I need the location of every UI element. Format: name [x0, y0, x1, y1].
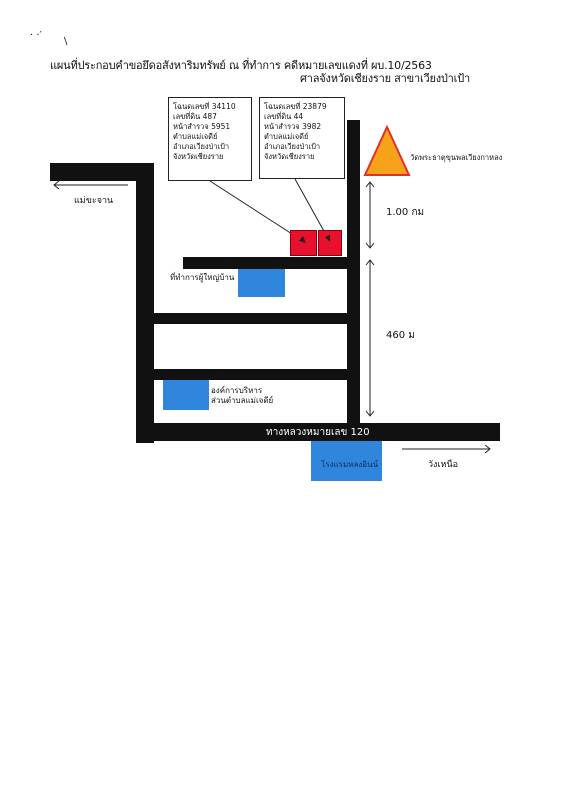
distance-upper-label: 1.00 กม	[386, 207, 425, 218]
scan-mark: \	[64, 36, 68, 47]
deed-box-line: เลขที่ดิน 44	[264, 112, 304, 121]
deed-box-line: อำเภอเวียงป่าเป้า	[264, 142, 321, 151]
scan-mark: · ·′	[30, 30, 42, 41]
deed-box-line: อำเภอเวียงป่าเป้า	[173, 142, 230, 151]
deed-box-line: หน้าสำรวจ 3982	[264, 122, 322, 131]
deed-box-line: ตำบลแม่เจดีย์	[264, 132, 309, 141]
map-title: แผนที่ประกอบคำขอยึดอสังหาริมทรัพย์ ณ ที่ทำการ คดีหมายเลขแดงที่ ผบ.10/2563	[50, 59, 432, 72]
deed-box-line: จังหวัดเชียงราย	[264, 152, 315, 161]
direction-right-label: วังเหนือ	[428, 460, 459, 470]
temple-label: วัดพระธาตุขุนพลเวียงกาหลง	[410, 153, 503, 162]
distance-lower-label: 460 ม	[386, 330, 415, 341]
distance-marker-upper	[362, 180, 378, 252]
highway-horizontal-label: ทางหลวงหมายเลข 120	[266, 427, 370, 438]
village-headman-office-label: ที่ทำการผู้ใหญ่บ้าน	[170, 273, 235, 282]
tao-office	[163, 380, 209, 410]
hotel-label: โรงแรมหลงอินน์	[321, 460, 379, 469]
map-subtitle: ศาลจังหวัดเชียงราย สาขาเวียงป่าเป้า	[300, 72, 470, 85]
tao-office-label-1: องค์การบริหาร	[211, 386, 263, 395]
direction-left-label: แม่ขะจาน	[74, 196, 114, 206]
deed-box-line: ตำบลแม่เจดีย์	[173, 132, 218, 141]
deed-box-line: เลขที่ดิน 487	[173, 112, 217, 121]
deed-box-line: หน้าสำรวจ 5951	[173, 122, 231, 131]
highway-vertical-label: ทางหลวงหมายเลข 120	[140, 258, 151, 362]
tao-office-label-2: ส่วนตำบลแม่เจดีย์	[211, 396, 274, 405]
temple-icon	[363, 125, 411, 177]
distance-marker-lower	[362, 258, 378, 420]
deed-box-line: โฉนดเลขที่ 34110	[173, 102, 236, 111]
deed-box-line: โฉนดเลขที่ 23879	[264, 102, 327, 111]
deed-box-line: จังหวัดเชียงราย	[173, 152, 224, 161]
village-headman-office	[238, 269, 285, 297]
